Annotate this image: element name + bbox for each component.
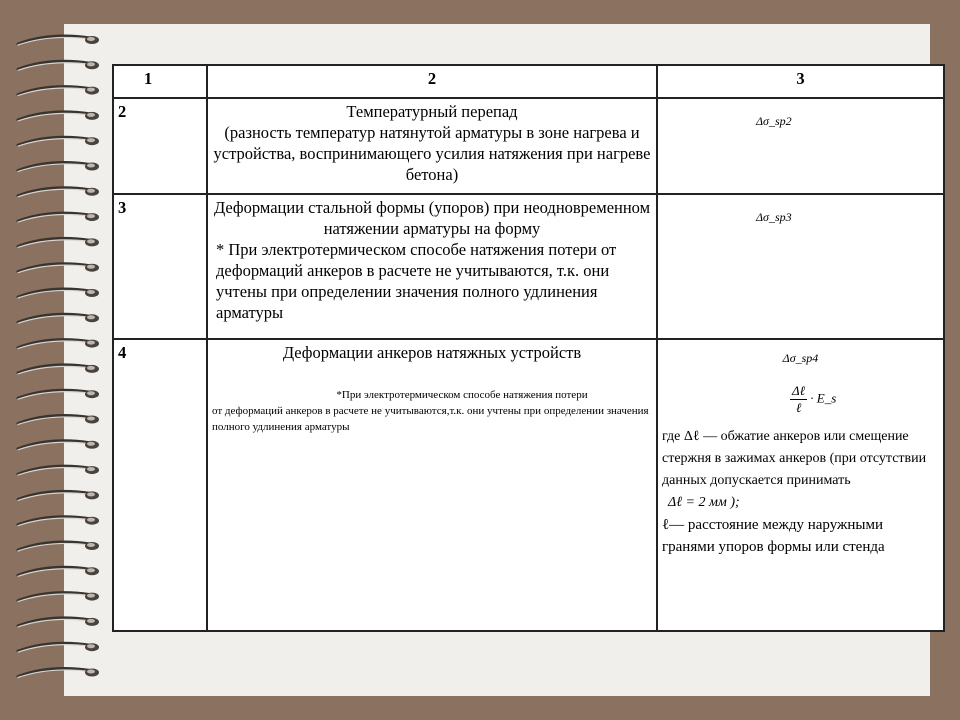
row-description: [207, 339, 657, 631]
row-note-line: *При электротермическом способе натяжения потери: [336, 389, 588, 401]
spiral-binding-icon: [10, 28, 110, 692]
row-note: * При электротермическом способе натяжения потери от деформаций анкеров в расчете не учитываются, т.к. они учтены при определении значения полного удлинения арматуры: [216, 240, 617, 322]
loss-symbol: Δσ_sp3: [756, 210, 792, 224]
row-title: Деформации анкеров натяжных устройств: [282, 343, 582, 362]
losses-table: [112, 64, 945, 632]
formula: [790, 383, 939, 416]
table-row: [113, 98, 944, 194]
formula-numerator: Δℓ: [792, 383, 806, 398]
header-col-3: 3: [657, 65, 944, 98]
row-description: [207, 98, 657, 194]
loss-symbol: Δσ_sp4: [782, 351, 819, 365]
table-header-row: [113, 65, 944, 98]
row-symbol-cell: [657, 194, 944, 339]
row-symbol-cell: [657, 98, 944, 194]
row-detail: (разность температур натянутой арматуры в зоне нагрева и устройства, воспринимающего усилия натяжения при нагреве бетона): [213, 123, 651, 184]
formula-denominator: ℓ: [795, 400, 802, 415]
where-value: Δℓ = 2 мм );: [668, 495, 740, 510]
row-number: 3: [113, 194, 207, 339]
row-note-line: от деформаций анкеров в расчете не учитываются,т.к. они учтены при определении значения полного удлинения арматуры: [212, 405, 649, 433]
row-number: 2: [113, 98, 207, 194]
row-description: [207, 194, 657, 339]
where-text-2: ℓ— расстояние между наружными гранями упоров формы или стенда: [662, 517, 885, 555]
row-title: Температурный перепад: [346, 102, 518, 121]
row-number: 4: [113, 339, 207, 631]
table-row: [113, 194, 944, 339]
table-row: [113, 339, 944, 631]
row-symbol-cell: [657, 339, 944, 631]
row-note: [212, 387, 652, 435]
header-col-1: 1: [113, 65, 207, 98]
formula-tail: · E_s: [810, 390, 837, 406]
row-title: Деформации стальной формы (упоров) при неодновременном натяжении арматуры на форму: [213, 198, 651, 238]
loss-symbol: Δσ_sp2: [756, 114, 792, 128]
formula-fraction: [790, 383, 807, 416]
where-text: где Δℓ — обжатие анкеров или смещение стержня в зажимах анкеров (при отсутствии данных допускается принимать: [662, 429, 927, 488]
header-col-2: 2: [207, 65, 657, 98]
